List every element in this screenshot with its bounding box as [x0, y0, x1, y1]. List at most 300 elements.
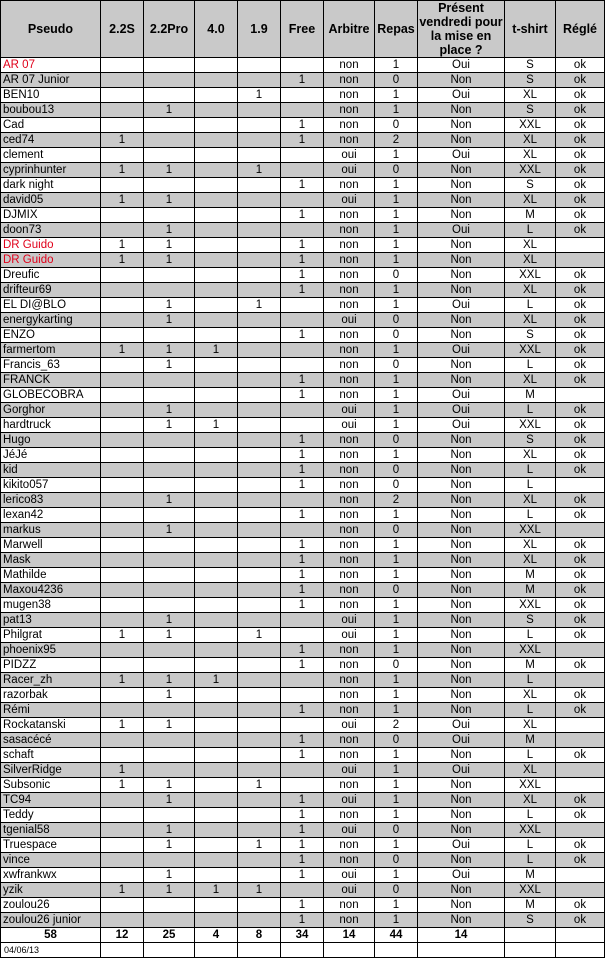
- table-row: [1, 688, 605, 703]
- cell-regle: ok: [556, 598, 605, 613]
- cell-2-2pro: 1: [144, 223, 195, 238]
- cell-regle: ok: [556, 328, 605, 343]
- cell-tshirt: XXL: [505, 523, 556, 538]
- cell-free: 1: [281, 388, 324, 403]
- cell-4-0: [195, 178, 238, 193]
- cell-tshirt: XXL: [505, 643, 556, 658]
- cell-regle: ok: [556, 688, 605, 703]
- table-row: [1, 838, 605, 853]
- cell-tshirt: S: [505, 613, 556, 628]
- cell-pseudo: lexan42: [1, 508, 101, 523]
- cell-arbitre: oui: [324, 763, 375, 778]
- cell-tshirt: M: [505, 583, 556, 598]
- cell-regle: ok: [556, 628, 605, 643]
- cell-regle: ok: [556, 373, 605, 388]
- empty-cell: [324, 943, 375, 958]
- cell-free: [281, 718, 324, 733]
- cell-regle: ok: [556, 433, 605, 448]
- cell-present: Non: [418, 583, 505, 598]
- cell-2-2pro: [144, 448, 195, 463]
- cell-tshirt: XL: [505, 148, 556, 163]
- cell-2-2s: [101, 328, 144, 343]
- cell-regle: ok: [556, 583, 605, 598]
- cell-tshirt: XL: [505, 133, 556, 148]
- cell-tshirt: XXL: [505, 778, 556, 793]
- cell-present: Non: [418, 103, 505, 118]
- cell-arbitre: non: [324, 523, 375, 538]
- cell-present: Non: [418, 328, 505, 343]
- cell-2-2pro: [144, 583, 195, 598]
- table-row: [1, 778, 605, 793]
- cell-pseudo: JéJé: [1, 448, 101, 463]
- cell-pseudo: lerico83: [1, 493, 101, 508]
- cell-2-2s: [101, 553, 144, 568]
- cell-present: Non: [418, 613, 505, 628]
- cell-pseudo: mugen38: [1, 598, 101, 613]
- cell-repas: 1: [375, 388, 418, 403]
- cell-regle: ok: [556, 853, 605, 868]
- table-row: [1, 733, 605, 748]
- cell-repas: 0: [375, 268, 418, 283]
- cell-arbitre: non: [324, 703, 375, 718]
- cell-pseudo: zoulou26: [1, 898, 101, 913]
- table-row: [1, 883, 605, 898]
- cell-2-2s: [101, 448, 144, 463]
- cell-2-2pro: [144, 118, 195, 133]
- cell-arbitre: oui: [324, 313, 375, 328]
- empty-cell: [238, 943, 281, 958]
- cell-regle: ok: [556, 283, 605, 298]
- cell-arbitre: non: [324, 733, 375, 748]
- cell-arbitre: non: [324, 283, 375, 298]
- cell-present: Oui: [418, 718, 505, 733]
- cell-present: Non: [418, 253, 505, 268]
- header-row: [1, 1, 605, 58]
- cell-2-2s: [101, 433, 144, 448]
- cell-pseudo: zoulou26 junior: [1, 913, 101, 928]
- cell-2-2s: [101, 808, 144, 823]
- cell-1-9: [238, 463, 281, 478]
- cell-1-9: [238, 253, 281, 268]
- cell-2-2s: [101, 703, 144, 718]
- cell-present: Non: [418, 553, 505, 568]
- cell-2-2s: [101, 523, 144, 538]
- table-row: [1, 538, 605, 553]
- cell-4-0: [195, 208, 238, 223]
- cell-repas: 1: [375, 178, 418, 193]
- cell-4-0: [195, 703, 238, 718]
- cell-repas: 0: [375, 883, 418, 898]
- cell-2-2pro: [144, 73, 195, 88]
- cell-pseudo: Cad: [1, 118, 101, 133]
- cell-4-0: [195, 373, 238, 388]
- empty-cell: [144, 943, 195, 958]
- cell-tshirt: XL: [505, 763, 556, 778]
- cell-4-0: [195, 838, 238, 853]
- cell-2-2pro: 1: [144, 793, 195, 808]
- cell-regle: ok: [556, 568, 605, 583]
- cell-1-9: [238, 868, 281, 883]
- cell-free: 1: [281, 133, 324, 148]
- cell-4-0: [195, 718, 238, 733]
- cell-4-0: [195, 613, 238, 628]
- cell-arbitre: non: [324, 238, 375, 253]
- cell-repas: 1: [375, 253, 418, 268]
- cell-2-2s: [101, 118, 144, 133]
- cell-1-9: [238, 238, 281, 253]
- cell-tshirt: L: [505, 853, 556, 868]
- cell-1-9: [238, 598, 281, 613]
- cell-4-0: [195, 793, 238, 808]
- cell-4-0: [195, 163, 238, 178]
- table-row: [1, 208, 605, 223]
- cell-regle: ok: [556, 193, 605, 208]
- cell-2-2pro: [144, 598, 195, 613]
- cell-2-2pro: 1: [144, 343, 195, 358]
- cell-2-2pro: [144, 373, 195, 388]
- cell-free: [281, 343, 324, 358]
- table-row: [1, 448, 605, 463]
- cell-4-0: [195, 283, 238, 298]
- table-row: [1, 643, 605, 658]
- cell-present: Oui: [418, 343, 505, 358]
- empty-cell: [101, 943, 144, 958]
- cell-present: Non: [418, 598, 505, 613]
- cell-tshirt: XL: [505, 88, 556, 103]
- cell-2-2pro: [144, 898, 195, 913]
- cell-2-2pro: [144, 853, 195, 868]
- cell-free: 1: [281, 433, 324, 448]
- cell-pseudo: drifteur69: [1, 283, 101, 298]
- cell-4-0: 1: [195, 343, 238, 358]
- table-row: [1, 268, 605, 283]
- table-row: [1, 103, 605, 118]
- cell-repas: 1: [375, 808, 418, 823]
- cell-arbitre: non: [324, 508, 375, 523]
- empty-cell: [195, 943, 238, 958]
- cell-present: Non: [418, 493, 505, 508]
- cell-repas: 1: [375, 898, 418, 913]
- cell-arbitre: non: [324, 73, 375, 88]
- cell-present: Non: [418, 193, 505, 208]
- cell-arbitre: non: [324, 658, 375, 673]
- table-row: [1, 358, 605, 373]
- cell-4-0: [195, 763, 238, 778]
- cell-regle: ok: [556, 73, 605, 88]
- cell-4-0: [195, 133, 238, 148]
- cell-regle: [556, 718, 605, 733]
- cell-free: 1: [281, 118, 324, 133]
- cell-present: Oui: [418, 223, 505, 238]
- cell-present: Non: [418, 478, 505, 493]
- cell-repas: 1: [375, 58, 418, 73]
- cell-4-0: [195, 148, 238, 163]
- cell-4-0: [195, 268, 238, 283]
- cell-4-0: [195, 583, 238, 598]
- table-row: [1, 673, 605, 688]
- cell-2-2pro: [144, 508, 195, 523]
- cell-1-9: [238, 478, 281, 493]
- cell-present: Non: [418, 898, 505, 913]
- cell-2-2s: [101, 643, 144, 658]
- cell-tshirt: L: [505, 673, 556, 688]
- cell-free: 1: [281, 538, 324, 553]
- table-row: [1, 898, 605, 913]
- cell-present: Oui: [418, 838, 505, 853]
- cell-present: Non: [418, 358, 505, 373]
- cell-2-2s: [101, 283, 144, 298]
- cell-arbitre: non: [324, 298, 375, 313]
- cell-free: 1: [281, 553, 324, 568]
- cell-1-9: [238, 793, 281, 808]
- cell-1-9: [238, 358, 281, 373]
- empty-cell: [375, 943, 418, 958]
- table-row: [1, 808, 605, 823]
- cell-tshirt: XXL: [505, 268, 556, 283]
- cell-regle: ok: [556, 148, 605, 163]
- cell-present: Oui: [418, 418, 505, 433]
- cell-4-0: [195, 538, 238, 553]
- table-row: [1, 748, 605, 763]
- cell-4-0: [195, 448, 238, 463]
- cell-4-0: [195, 688, 238, 703]
- cell-1-9: 1: [238, 778, 281, 793]
- cell-regle: ok: [556, 448, 605, 463]
- cell-1-9: [238, 403, 281, 418]
- cell-4-0: [195, 328, 238, 343]
- cell-arbitre: non: [324, 253, 375, 268]
- empty-cell: [281, 943, 324, 958]
- cell-free: 1: [281, 793, 324, 808]
- cell-2-2pro: 1: [144, 163, 195, 178]
- cell-4-0: [195, 433, 238, 448]
- cell-pseudo: kid: [1, 463, 101, 478]
- cell-repas: 1: [375, 223, 418, 238]
- cell-present: Non: [418, 793, 505, 808]
- cell-present: Non: [418, 913, 505, 928]
- cell-2-2pro: [144, 763, 195, 778]
- cell-1-9: [238, 328, 281, 343]
- cell-2-2pro: [144, 733, 195, 748]
- cell-1-9: [238, 568, 281, 583]
- table-row: [1, 118, 605, 133]
- cell-present: Non: [418, 883, 505, 898]
- cell-2-2s: 1: [101, 883, 144, 898]
- table-row: [1, 193, 605, 208]
- cell-pseudo: razorbak: [1, 688, 101, 703]
- cell-2-2s: 1: [101, 133, 144, 148]
- cell-tshirt: L: [505, 223, 556, 238]
- cell-tshirt: XXL: [505, 598, 556, 613]
- cell-pseudo: Mathilde: [1, 568, 101, 583]
- cell-4-0: [195, 553, 238, 568]
- cell-free: 1: [281, 838, 324, 853]
- cell-tshirt: L: [505, 808, 556, 823]
- cell-1-9: [238, 733, 281, 748]
- cell-4-0: [195, 628, 238, 643]
- cell-1-9: 1: [238, 298, 281, 313]
- cell-repas: 0: [375, 73, 418, 88]
- cell-2-2s: [101, 268, 144, 283]
- cell-regle: ok: [556, 208, 605, 223]
- cell-arbitre: oui: [324, 883, 375, 898]
- cell-present: Non: [418, 208, 505, 223]
- cell-repas: 1: [375, 568, 418, 583]
- cell-4-0: [195, 193, 238, 208]
- cell-present: Non: [418, 118, 505, 133]
- cell-arbitre: non: [324, 88, 375, 103]
- cell-free: [281, 673, 324, 688]
- cell-pseudo: GLOBECOBRA: [1, 388, 101, 403]
- cell-regle: ok: [556, 493, 605, 508]
- cell-tshirt: XL: [505, 373, 556, 388]
- cell-arbitre: non: [324, 643, 375, 658]
- cell-regle: [556, 253, 605, 268]
- cell-regle: ok: [556, 508, 605, 523]
- cell-4-0: [195, 118, 238, 133]
- cell-repas: 1: [375, 193, 418, 208]
- cell-4-0: [195, 598, 238, 613]
- cell-arbitre: non: [324, 748, 375, 763]
- cell-2-2s: [101, 583, 144, 598]
- cell-present: Non: [418, 568, 505, 583]
- cell-arbitre: non: [324, 778, 375, 793]
- cell-1-9: [238, 643, 281, 658]
- cell-tshirt: XL: [505, 553, 556, 568]
- cell-tshirt: XL: [505, 253, 556, 268]
- cell-repas: 1: [375, 703, 418, 718]
- cell-2-2s: [101, 688, 144, 703]
- cell-4-0: [195, 658, 238, 673]
- cell-tshirt: M: [505, 658, 556, 673]
- table-row: [1, 478, 605, 493]
- cell-tshirt: XXL: [505, 343, 556, 358]
- cell-arbitre: oui: [324, 868, 375, 883]
- cell-2-2pro: 1: [144, 673, 195, 688]
- cell-2-2s: [101, 388, 144, 403]
- cell-2-2pro: [144, 283, 195, 298]
- cell-regle: ok: [556, 88, 605, 103]
- cell-1-9: [238, 448, 281, 463]
- cell-2-2pro: 1: [144, 103, 195, 118]
- cell-arbitre: oui: [324, 613, 375, 628]
- cell-free: [281, 163, 324, 178]
- table-row: [1, 913, 605, 928]
- cell-pseudo: Hugo: [1, 433, 101, 448]
- cell-pseudo: DR Guido: [1, 253, 101, 268]
- cell-2-2pro: [144, 748, 195, 763]
- cell-4-0: [195, 253, 238, 268]
- cell-pseudo: ENZO: [1, 328, 101, 343]
- cell-arbitre: non: [324, 223, 375, 238]
- cell-arbitre: non: [324, 568, 375, 583]
- cell-free: 1: [281, 643, 324, 658]
- cell-regle: ok: [556, 808, 605, 823]
- cell-4-0: [195, 103, 238, 118]
- cell-pseudo: TC94: [1, 793, 101, 808]
- cell-arbitre: non: [324, 898, 375, 913]
- cell-pseudo: david05: [1, 193, 101, 208]
- cell-2-2s: [101, 73, 144, 88]
- cell-present: Non: [418, 268, 505, 283]
- cell-free: 1: [281, 283, 324, 298]
- cell-present: Non: [418, 373, 505, 388]
- cell-present: Oui: [418, 88, 505, 103]
- cell-1-9: [238, 313, 281, 328]
- cell-repas: 0: [375, 823, 418, 838]
- cell-tshirt: L: [505, 463, 556, 478]
- cell-2-2s: [101, 88, 144, 103]
- total-regle: [556, 928, 605, 943]
- cell-repas: 1: [375, 418, 418, 433]
- cell-pseudo: AR 07: [1, 58, 101, 73]
- cell-pseudo: doon73: [1, 223, 101, 238]
- cell-4-0: [195, 823, 238, 838]
- cell-repas: 0: [375, 328, 418, 343]
- cell-tshirt: L: [505, 628, 556, 643]
- cell-2-2pro: 1: [144, 298, 195, 313]
- cell-repas: 1: [375, 553, 418, 568]
- cell-repas: 1: [375, 283, 418, 298]
- cell-tshirt: S: [505, 913, 556, 928]
- cell-1-9: [238, 118, 281, 133]
- cell-tshirt: XXL: [505, 118, 556, 133]
- cell-repas: 1: [375, 508, 418, 523]
- cell-2-2pro: [144, 703, 195, 718]
- cell-tshirt: L: [505, 838, 556, 853]
- cell-2-2pro: 1: [144, 883, 195, 898]
- cell-regle: [556, 673, 605, 688]
- cell-2-2s: 1: [101, 718, 144, 733]
- table-row: [1, 313, 605, 328]
- table-row: [1, 88, 605, 103]
- cell-2-2s: 1: [101, 763, 144, 778]
- cell-arbitre: oui: [324, 163, 375, 178]
- cell-arbitre: non: [324, 598, 375, 613]
- cell-repas: 0: [375, 118, 418, 133]
- cell-present: Oui: [418, 403, 505, 418]
- cell-present: Non: [418, 853, 505, 868]
- cell-pseudo: tgenial58: [1, 823, 101, 838]
- cell-1-9: [238, 58, 281, 73]
- cell-free: 1: [281, 178, 324, 193]
- cell-tshirt: S: [505, 58, 556, 73]
- cell-1-9: [238, 148, 281, 163]
- cell-2-2s: [101, 373, 144, 388]
- cell-repas: 1: [375, 868, 418, 883]
- cell-4-0: [195, 238, 238, 253]
- cell-4-0: [195, 643, 238, 658]
- cell-free: 1: [281, 238, 324, 253]
- cell-free: 1: [281, 748, 324, 763]
- cell-2-2pro: 1: [144, 778, 195, 793]
- cell-pseudo: PIDZZ: [1, 658, 101, 673]
- cell-repas: 0: [375, 733, 418, 748]
- cell-pseudo: cyprinhunter: [1, 163, 101, 178]
- cell-regle: ok: [556, 748, 605, 763]
- cell-4-0: [195, 478, 238, 493]
- cell-present: Non: [418, 658, 505, 673]
- cell-pseudo: clement: [1, 148, 101, 163]
- cell-arbitre: non: [324, 478, 375, 493]
- cell-4-0: [195, 853, 238, 868]
- cell-2-2s: [101, 298, 144, 313]
- cell-pseudo: Maxou4236: [1, 583, 101, 598]
- cell-repas: 1: [375, 373, 418, 388]
- cell-tshirt: S: [505, 178, 556, 193]
- cell-free: [281, 778, 324, 793]
- cell-pseudo: Mask: [1, 553, 101, 568]
